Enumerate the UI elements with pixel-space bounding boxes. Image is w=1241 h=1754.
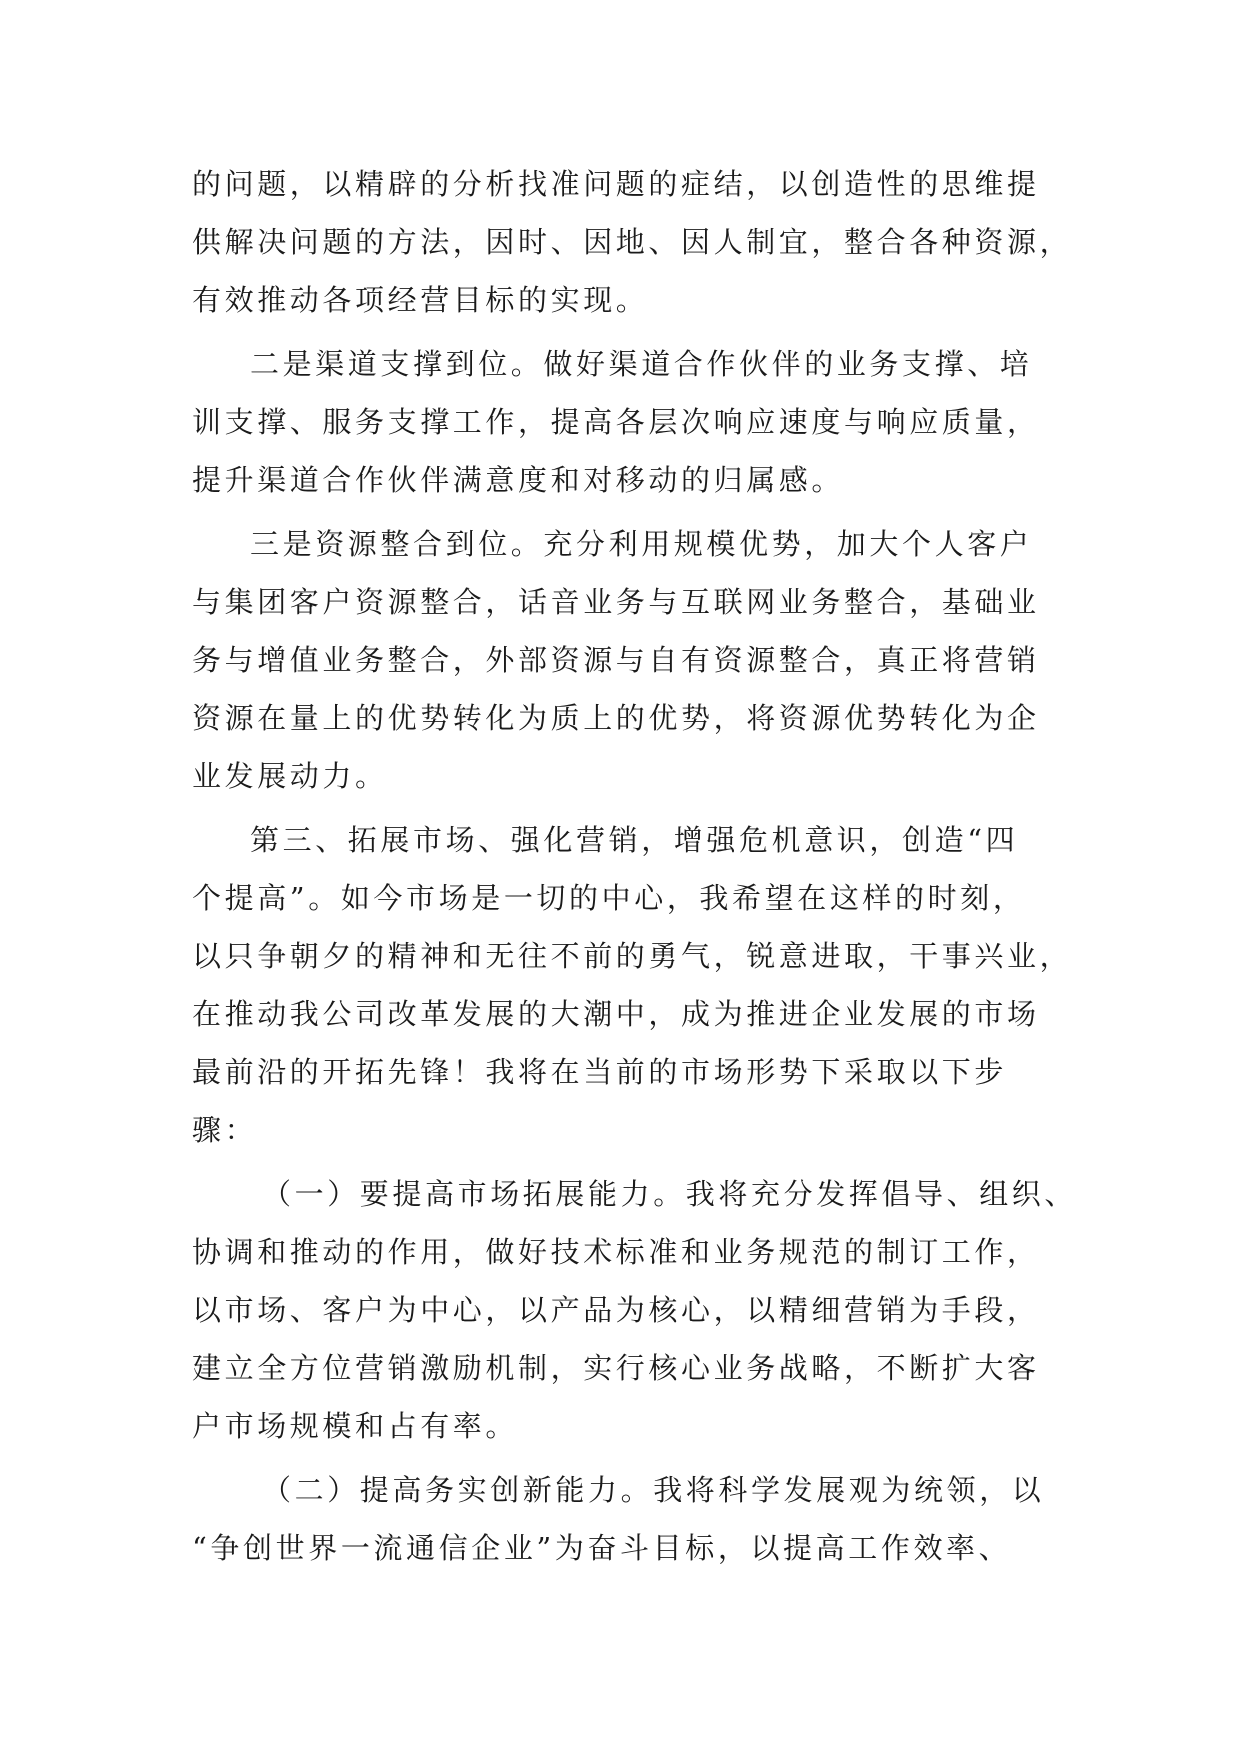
text-line: 有效推动各项经营目标的实现。 xyxy=(192,283,649,317)
text-line: 协调和推动的作用，做好技术标准和业务规范的制订工作， xyxy=(192,1235,1040,1269)
text-line: 在推动我公司改革发展的大潮中，成为推进企业发展的市场 xyxy=(192,997,1040,1031)
text-line: 的问题，以精辟的分析找准问题的症结，以创造性的思维提 xyxy=(192,167,1040,201)
text-line: 训支撑、服务支撑工作，提高各层次响应速度与响应质量， xyxy=(192,405,1040,439)
paragraph-start: 三是资源整合到位。充分利用规模优势，加大个人客户 xyxy=(250,527,1033,561)
text-line: 户市场规模和占有率。 xyxy=(192,1409,519,1443)
text-line: 与集团客户资源整合，话音业务与互联网业务整合，基础业 xyxy=(192,585,1040,619)
text-line: 建立全方位营销激励机制，实行核心业务战略，不断扩大客 xyxy=(192,1351,1040,1385)
text-line: “争创世界一流通信企业”为奋斗目标，以提高工作效率、 xyxy=(192,1531,1012,1565)
text-line: 以只争朝夕的精神和无往不前的勇气，锐意进取，干事兴业， xyxy=(192,939,1073,973)
text-line: 务与增值业务整合，外部资源与自有资源整合，真正将营销 xyxy=(192,643,1040,677)
paragraph-start: 第三、拓展市场、强化营销，增强危机意识，创造“四 xyxy=(250,823,1019,857)
text-line: 供解决问题的方法，因时、因地、因人制宜，整合各种资源， xyxy=(192,225,1073,259)
paragraph-start: （二）提高务实创新能力。我将科学发展观为统领，以 xyxy=(262,1473,1045,1507)
text-line: 骤： xyxy=(192,1113,258,1147)
paragraph-start: （一）要提高市场拓展能力。我将充分发挥倡导、组织、 xyxy=(262,1177,1078,1211)
text-line: 以市场、客户为中心，以产品为核心，以精细营销为手段， xyxy=(192,1293,1040,1327)
text-line: 最前沿的开拓先锋！我将在当前的市场形势下采取以下步 xyxy=(192,1055,1008,1089)
text-line: 提升渠道合作伙伴满意度和对移动的归属感。 xyxy=(192,463,845,497)
text-line: 个提高”。如今市场是一切的中心，我希望在这样的时刻， xyxy=(192,881,1026,915)
paragraph-start: 二是渠道支撑到位。做好渠道合作伙伴的业务支撑、培 xyxy=(250,347,1033,381)
text-line: 业发展动力。 xyxy=(192,759,388,793)
text-line: 资源在量上的优势转化为质上的优势，将资源优势转化为企 xyxy=(192,701,1040,735)
